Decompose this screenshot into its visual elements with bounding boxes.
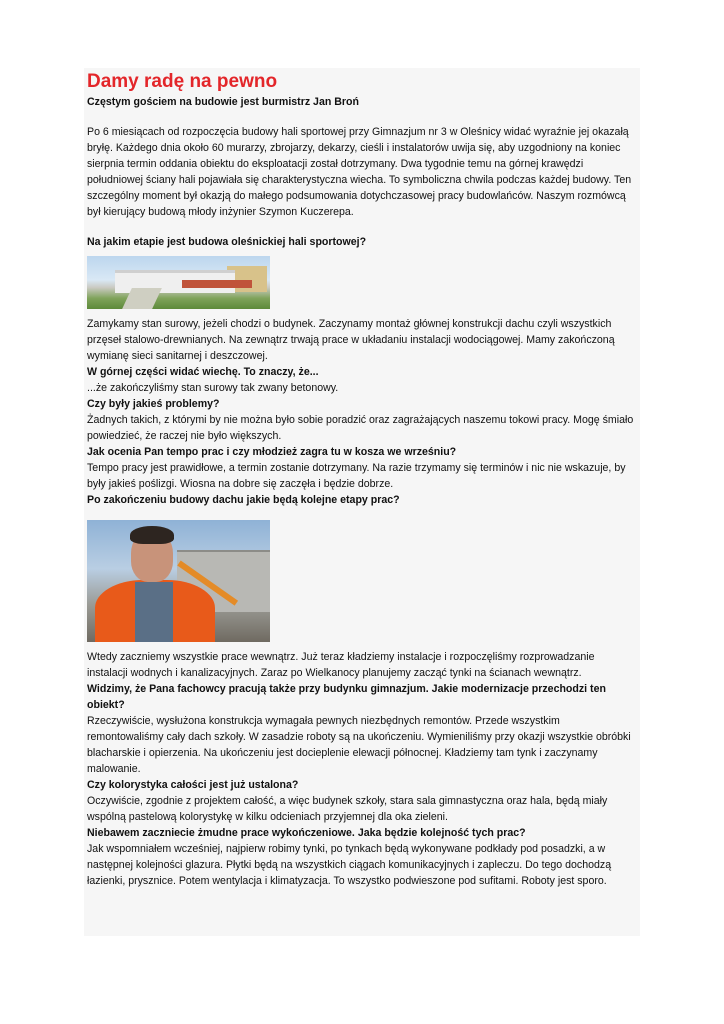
answer-7: Oczywiście, zgodnie z projektem całość, a więc budynek szkoły, stara sala gimnastyczna oraz hala, będą miały wspólną pastelową kolorystykę w kilku odcieniach przyjemnej dla oka zieleni. [87,795,608,823]
answer-4: Tempo pracy jest prawidłowe, a termin zostanie dotrzymany. Na razie trzymamy się terminów i nic nie wskazuje, by były jakieś poślizgi. Wiosna na dobre się zaczęła i będzie dobrze. [87,462,626,490]
engineer-photo [87,520,637,642]
answer-6: Rzeczywiście, wysłużona konstrukcja wymagała pewnych niezbędnych remontów. Przede wszystkim remontowaliśmy cały dach szkoły. W zasadzie roboty są na ukończeniu. Wymieniliśmy przy okazji wszystkie obróbki blacharskie i opierzenia. Na ukończeniu jest docieplenie elewacji północnej. Kładziemy tam tynk i zaczynamy malowanie. [87,715,631,775]
question-6: Widzimy, że Pana fachowcy pracują także przy budynku gimnazjum. Jakie modernizacje przechodzi ten obiekt? [87,683,606,711]
article-subtitle: Częstym gościem na budowie jest burmistrz Jan Broń [87,96,359,108]
answer-3: Żadnych takich, z którymi by nie można było sobie poradzić oraz zagrażających naszemu tokowi pracy. Mogę śmiało powiedzieć, że raczej nie było większych. [87,414,634,442]
question-4: Jak ocenia Pan tempo prac i czy młodzież zagra tu w kosza we wrześniu? [87,446,457,458]
building-photo [87,256,637,309]
question-1: Na jakim etapie jest budowa oleśnickiej hali sportowej? [87,236,367,248]
question-7: Czy kolorystyka całości jest już ustalona? [87,779,299,791]
question-3: Czy były jakieś problemy? [87,398,220,410]
answer-8: Jak wspomniałem wcześniej, najpierw robimy tynki, po tynkach będą wykonywane podkłady pod posadzki, a w następnej kolejności glazura. Płytki będą na wszystkich ciągach komunikacyjnych i zapleczu. Do tego dochodzą łazienki, prysznice. Potem wentylacja i klimatyzacja. To wszystko podwieszone pod sufitami. Roboty jest sporo. [87,843,612,887]
intro-paragraph: Po 6 miesiącach od rozpoczęcia budowy hali sportowej przy Gimnazjum nr 3 w Oleśnicy widać wyraźnie jej okazałą bryłę. Każdego dnia około 60 murarzy, zbrojarzy, dekarzy, cieśli i instalatorów uwija się, aby uzgodniony na koniec sierpnia termin oddania obiektu do eksploatacji został dotrzymany. Dwa tygodnie temu na górnej krawędzi południowej ściany hali pojawiała się charakterystyczna wiecha. To symboliczna chwila podczas każdej budowy. Ten szczególny moment był okazją do małego podsumowania dotychczasowej pracy budowlańców. Naszym rozmówcą był kierujący budową młody inżynier Szymon Kuczerepa. [87,126,632,218]
article [87,68,637,889]
page-title: Damy radę na pewno [87,71,278,92]
answer-1: Zamykamy stan surowy, jeżeli chodzi o budynek. Zaczynamy montaż głównej konstrukcji dachu czyli wszystkich przęseł stalowo-drewnianych. Na zewnątrz trwają prace w układaniu instalacji wodociągowej. Mamy zakończoną wymianę sieci sanitarnej i deszczowej. [87,318,615,362]
answer-5: Wtedy zaczniemy wszystkie prace wewnątrz. Już teraz kładziemy instalacje i rozpoczęliśmy rozprowadzanie instalacji wodnych i kanalizacyjnych. Zaraz po Wielkanocy planujemy zacząć tynki na ścianach wewnątrz. [87,651,595,679]
question-8: Niebawem zaczniecie żmudne prace wykończeniowe. Jaka będzie kolejność tych prac? [87,827,526,839]
sports-hall-image [87,256,270,309]
answer-2: ...że zakończyliśmy stan surowy tak zwany betonowy. [87,382,339,394]
engineer-portrait-image [87,520,270,642]
question-2: W górnej części widać wiechę. To znaczy, że... [87,366,319,378]
question-5: Po zakończeniu budowy dachu jakie będą kolejne etapy prac? [87,494,400,506]
